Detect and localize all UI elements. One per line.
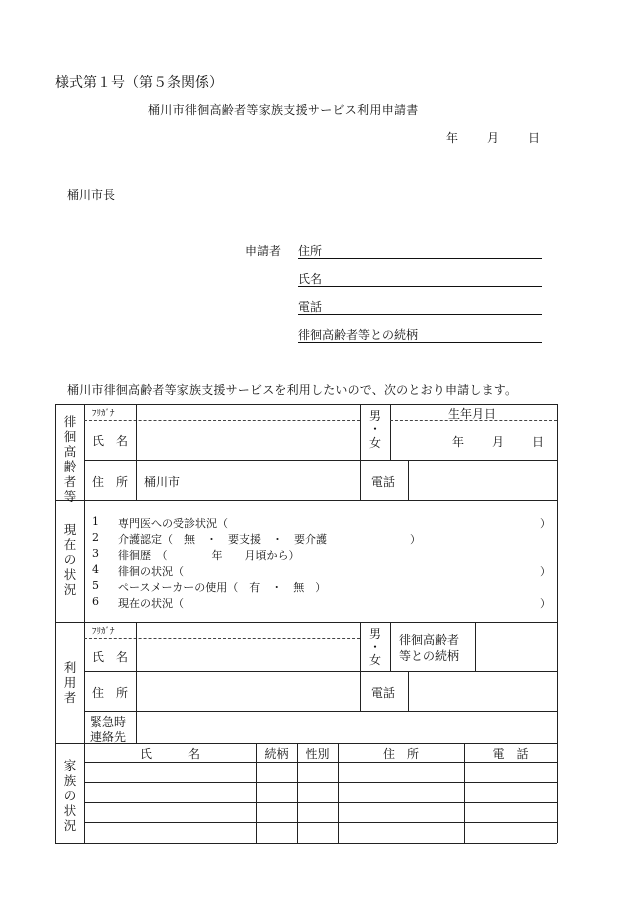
user-relation-col-divider [475, 622, 476, 671]
date-day: 日 [528, 131, 541, 145]
family-col-sex: 性別 [305, 747, 330, 761]
applicant-phone-line[interactable] [298, 314, 542, 315]
status-item-close: ） [410, 533, 421, 546]
applicant-relation-label: 徘徊高齢者等との続柄 [298, 328, 419, 342]
request-sentence: 桶川市徘徊高齢者等家族支援サービスを利用したいので、次のとおり申請します。 [67, 383, 518, 397]
applicant-name-label: 氏名 [298, 272, 323, 286]
family-row-4[interactable] [84, 823, 557, 842]
status-item-no: 5 [92, 579, 99, 592]
table-left [55, 404, 56, 843]
family-row-1[interactable] [84, 763, 557, 782]
form-number: 様式第１号（第５条関係） [55, 75, 223, 91]
user-phone-col-divider [408, 671, 409, 711]
user-sex-right [390, 622, 391, 671]
elderly-birth-year: 年 [452, 435, 465, 449]
elderly-furigana-label: ﾌﾘｶﾞﾅ [92, 409, 115, 419]
elderly-sex-male[interactable]: 男 [368, 409, 381, 423]
elderly-sex-dot: ・ [368, 422, 381, 436]
status-item-no: 2 [92, 531, 99, 544]
user-furigana-divider [84, 638, 360, 639]
status-item-text: 徘徊歴 （ 年 月頃から） [118, 549, 300, 562]
status-item-text: 専門医への受診状況（ [118, 517, 228, 530]
user-sex-dot: ・ [368, 640, 381, 654]
status-item-text: ペースメーカーの使用（ 有 ・ 無 ） [118, 581, 327, 594]
status-item-text: 徘徊の状況（ [118, 565, 184, 578]
addressee: 桶川市長 [67, 188, 116, 202]
family-row-3[interactable] [84, 803, 557, 822]
elderly-birthdate-label: 生年月日 [448, 407, 497, 421]
user-sex-female[interactable]: 女 [368, 653, 381, 667]
elderly-address-value[interactable]: 桶川市 [144, 475, 181, 489]
applicant-name-line[interactable] [298, 286, 542, 287]
status-section-label: 現在の状況 [63, 522, 77, 597]
user-name-label: 氏 名 [92, 650, 129, 664]
status-item-close: ） [540, 517, 551, 530]
family-col-name: 氏 名 [139, 747, 200, 761]
family-col-relation: 続柄 [264, 747, 289, 761]
user-row-divider-2 [84, 711, 557, 712]
status-item-no: 6 [92, 595, 99, 608]
status-item-close: ） [540, 565, 551, 578]
elderly-sex-left [360, 404, 361, 500]
elderly-birth-day: 日 [532, 435, 545, 449]
form-title: 桶川市徘徊高齢者等家族支援サービス利用申請書 [148, 103, 419, 117]
elderly-section-label: 徘徊高齢者等 [63, 414, 77, 504]
elderly-name-label: 氏 名 [92, 434, 129, 448]
section-divider-2 [55, 622, 557, 623]
user-relation-label-1: 徘徊高齢者 [399, 633, 460, 647]
applicant-relation-line[interactable] [298, 342, 542, 343]
elderly-name-col-divider [136, 404, 137, 460]
user-emergency-label-2: 連絡先 [90, 730, 127, 744]
user-relation-label-2: 等との続柄 [399, 649, 460, 663]
applicant-phone-label: 電話 [298, 300, 323, 314]
user-address-col-divider [136, 671, 137, 711]
user-address-label: 住 所 [92, 686, 129, 700]
status-item-text: 介護認定（ 無 ・ 要支援 ・ 要介護 [118, 533, 327, 546]
family-col-phone: 電 話 [492, 747, 529, 761]
date-year: 年 [446, 131, 459, 145]
section-divider-1 [55, 500, 557, 501]
elderly-furigana-divider [84, 420, 360, 421]
user-sex-left [360, 622, 361, 711]
applicant-address-label: 住所 [298, 244, 323, 258]
elderly-phone-col-divider [408, 460, 409, 500]
status-item-no: 4 [92, 563, 99, 576]
elderly-sex-right [390, 404, 391, 460]
elderly-address-label: 住 所 [92, 475, 129, 489]
elderly-phone-label: 電話 [371, 475, 396, 489]
family-row-2[interactable] [84, 783, 557, 802]
table-bottom [55, 843, 557, 844]
user-emergency-label-1: 緊急時 [90, 715, 127, 729]
family-col-address: 住 所 [382, 747, 419, 761]
user-furigana-label: ﾌﾘｶﾞﾅ [92, 627, 115, 637]
user-row-divider-1 [84, 671, 557, 672]
applicant-address-line[interactable] [298, 258, 542, 259]
elderly-birth-month: 月 [492, 435, 505, 449]
elderly-row-divider [84, 460, 557, 461]
section-divider-3 [55, 743, 557, 744]
user-section-label: 利用者 [63, 660, 77, 705]
table-right [557, 404, 558, 843]
elderly-address-col-divider [136, 460, 137, 500]
elderly-sex-female[interactable]: 女 [368, 436, 381, 450]
applicant-label: 申請者 [245, 244, 282, 258]
user-phone-label: 電話 [371, 686, 396, 700]
status-item-text: 現在の状況（ [118, 597, 184, 610]
status-item-no: 3 [92, 547, 99, 560]
status-item-close: ） [540, 597, 551, 610]
family-section-label: 家族の状況 [63, 758, 77, 833]
user-sex-male[interactable]: 男 [368, 627, 381, 641]
date-month: 月 [487, 131, 500, 145]
user-name-col-divider [136, 622, 137, 671]
status-item-no: 1 [92, 515, 99, 528]
user-emergency-col-divider [136, 711, 137, 743]
